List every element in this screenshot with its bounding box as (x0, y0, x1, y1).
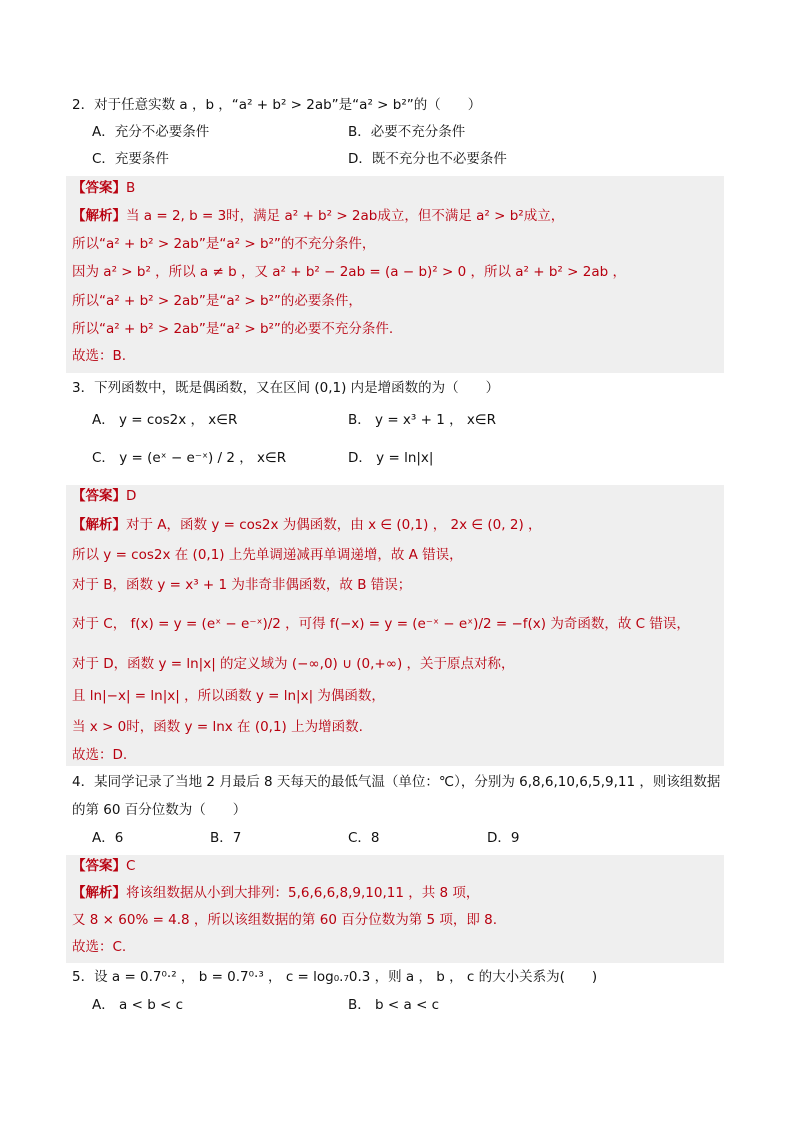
q2-answer-line (72, 178, 135, 198)
q4-answer-line (72, 856, 135, 876)
q2-option-d: D．既不充分也不必要条件 (348, 151, 507, 167)
q3-answer-value: D (126, 488, 137, 504)
q3-analysis-line-5: 对于 D，函数 y = ln|x| 的定义域为 (−∞,0) ∪ (0,+∞) ，关于原点对称， (72, 656, 515, 672)
q4-answer-tag: 【答案】 (72, 858, 126, 874)
q3-analysis-line-4: 对于 C， f(x) = y = (eˣ − e⁻ˣ)/2 ，可得 f(−x) = y = (e⁻ˣ − eˣ)/2 = −f(x) 为奇函数，故 C 错误， (72, 616, 690, 632)
q5-option-b: B． b < a < c (348, 997, 440, 1013)
q4-analysis-line-2: 又 8 × 60% = 4.8 ，所以该组数据的第 60 百分位数为第 5 项，即 8. (72, 912, 498, 928)
q3-option-a: A． y = cos2x ， x∈R (92, 412, 238, 428)
q3-analysis-line-1 (72, 515, 542, 535)
question-3-stem: 3．下列函数中，既是偶函数，又在区间 (0,1) 内是增函数的为（ ） (72, 380, 500, 396)
q2-analysis-line-3: 因为 a² > b² ，所以 a ≠ b ，又 a² + b² − 2ab = (a − b)² > 0 ，所以 a² + b² > 2ab ， (72, 264, 626, 280)
q3-answer-line (72, 486, 136, 506)
q2-analysis-line-6: 故选：B. (72, 348, 127, 364)
question-4-stem-line-1: 4．某同学记录了当地 2 月最后 8 天每天的最低气温（单位：℃），分别为 6,8,6,10,6,5,9,11 ，则该组数据 (72, 774, 721, 790)
q4-option-b: B．7 (210, 830, 242, 846)
q4-option-c: C．8 (348, 830, 380, 846)
q2-analysis-line-1 (72, 206, 564, 226)
q4-analysis-line-3: 故选：C. (72, 939, 127, 955)
q2-analysis-line-2: 所以“a² + b² > 2ab”是“a² > b²”的不充分条件， (72, 236, 376, 252)
q3-option-c: C． y = (eˣ − e⁻ˣ) / 2 ， x∈R (92, 450, 287, 466)
q3-analysis-line-2: 所以 y = cos2x 在 (0,1) 上先单调递减再单调递增，故 A 错误， (72, 547, 463, 563)
q2-answer-tag: 【答案】 (72, 180, 126, 196)
q3-analysis-text: 对于 A，函数 y = cos2x 为偶函数，由 x ∈ (0,1) ， 2x ∈ (0, 2) ， (126, 517, 542, 533)
q5-option-a: A． a < b < c (92, 997, 184, 1013)
q3-analysis-tag: 【解析】 (72, 517, 126, 533)
q2-analysis-line-5: 所以“a² + b² > 2ab”是“a² > b²”的必要不充分条件. (72, 321, 394, 337)
q2-analysis-line-4: 所以“a² + b² > 2ab”是“a² > b²”的必要条件， (72, 293, 362, 309)
q2-analysis-text: 当 a = 2, b = 3时，满足 a² + b² > 2ab成立，但不满足 a² > b²成立， (126, 208, 565, 224)
q4-analysis-line-1 (72, 883, 479, 903)
q3-analysis-line-8: 故选：D. (72, 747, 128, 763)
question-4-stem-line-2: 的第 60 百分位数为（ ） (72, 802, 247, 818)
q3-option-b: B． y = x³ + 1 ， x∈R (348, 412, 497, 428)
q3-analysis-line-7: 当 x > 0时，函数 y = lnx 在 (0,1) 上为增函数. (72, 719, 363, 735)
q4-option-a: A．6 (92, 830, 124, 846)
q3-option-d: D． y = ln|x| (348, 450, 434, 466)
q2-option-b: B．必要不充分条件 (348, 124, 466, 140)
q4-analysis-text: 将该组数据从小到大排列：5,6,6,6,8,9,10,11 ，共 8 项， (126, 885, 480, 901)
q2-answer-value: B (126, 180, 136, 196)
q3-analysis-line-6: 且 ln|−x| = ln|x| ，所以函数 y = ln|x| 为偶函数， (72, 688, 385, 704)
question-5-stem: 5．设 a = 0.7⁰·² ， b = 0.7⁰·³ ， c = log₀.₇0.3 ，则 a ， b ， c 的大小关系为( ) (72, 969, 598, 985)
q2-option-c: C．充要条件 (92, 151, 169, 167)
q4-answer-value: C (126, 858, 136, 874)
q2-option-a: A．充分不必要条件 (92, 124, 210, 140)
q4-analysis-tag: 【解析】 (72, 885, 126, 901)
q3-analysis-line-3: 对于 B，函数 y = x³ + 1 为非奇非偶函数，故 B 错误； (72, 577, 412, 593)
q2-analysis-tag: 【解析】 (72, 208, 126, 224)
q3-answer-tag: 【答案】 (72, 488, 126, 504)
q4-solution-box (66, 855, 724, 963)
question-2-stem: 2．对于任意实数 a ，b ，“a² + b² > 2ab”是“a² > b²”的（ ） (72, 97, 482, 113)
q4-option-d: D．9 (487, 830, 520, 846)
